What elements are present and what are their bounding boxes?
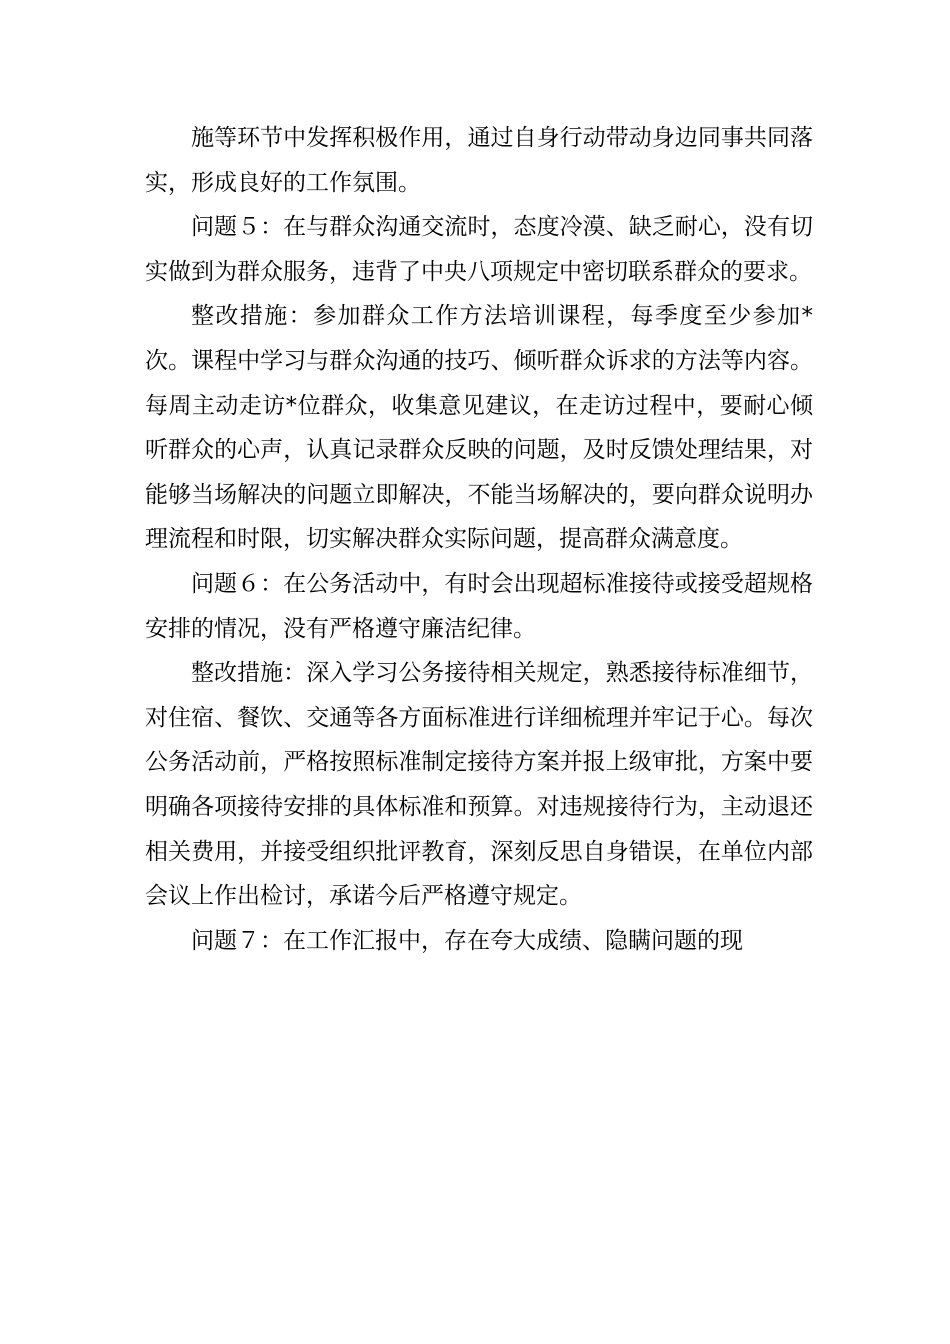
paragraph-problem-6: 问题６：在公务活动中，有时会出现超标准接待或接受超规格安排的情况，没有严格遵守廉洁纪律。 xyxy=(145,570,813,642)
document-body xyxy=(145,116,813,963)
paragraph-problem-7: 问题７：在工作汇报中，存在夸大成绩、隐瞒问题的现 xyxy=(191,927,743,954)
paragraph-measures-5: 整改措施：参加群众工作方法培训课程，每季度至少参加*次。课程中学习与群众沟通的技巧、倾听群众诉求的方法等内容。每周主动走访*位群众，收集意见建议，在走访过程中，要耐心倾听群众的心声，认真记录群众反映的问题，及时反馈处理结果，对能够当场解决的问题立即解决，不能当场解决的，要向群众说明办理流程和时限，切实解决群众实际问题，提高群众满意度。 xyxy=(145,303,813,553)
paragraph-continuation: 施等环节中发挥积极作用，通过自身行动带动身边同事共同落实，形成良好的工作氛围。 xyxy=(145,125,813,196)
paragraph-measures-6: 整改措施：深入学习公务接待相关规定，熟悉接待标准细节，对住宿、餐饮、交通等各方面标准进行详细梳理并牢记于心。每次公务活动前，严格按照标准制定接待方案并报上级审批，方案中要明确各项接待安排的具体标准和预算。对违规接待行为，主动退还相关费用，并接受组织批评教育，深刻反思自身错误，在单位内部会议上作出检讨，承诺今后严格遵守规定。 xyxy=(145,660,813,910)
paragraph-problem-5: 问题５：在与群众沟通交流时，态度冷漠、缺乏耐心，没有切实做到为群众服务，违背了中央八项规定中密切联系群众的要求。 xyxy=(145,214,813,285)
